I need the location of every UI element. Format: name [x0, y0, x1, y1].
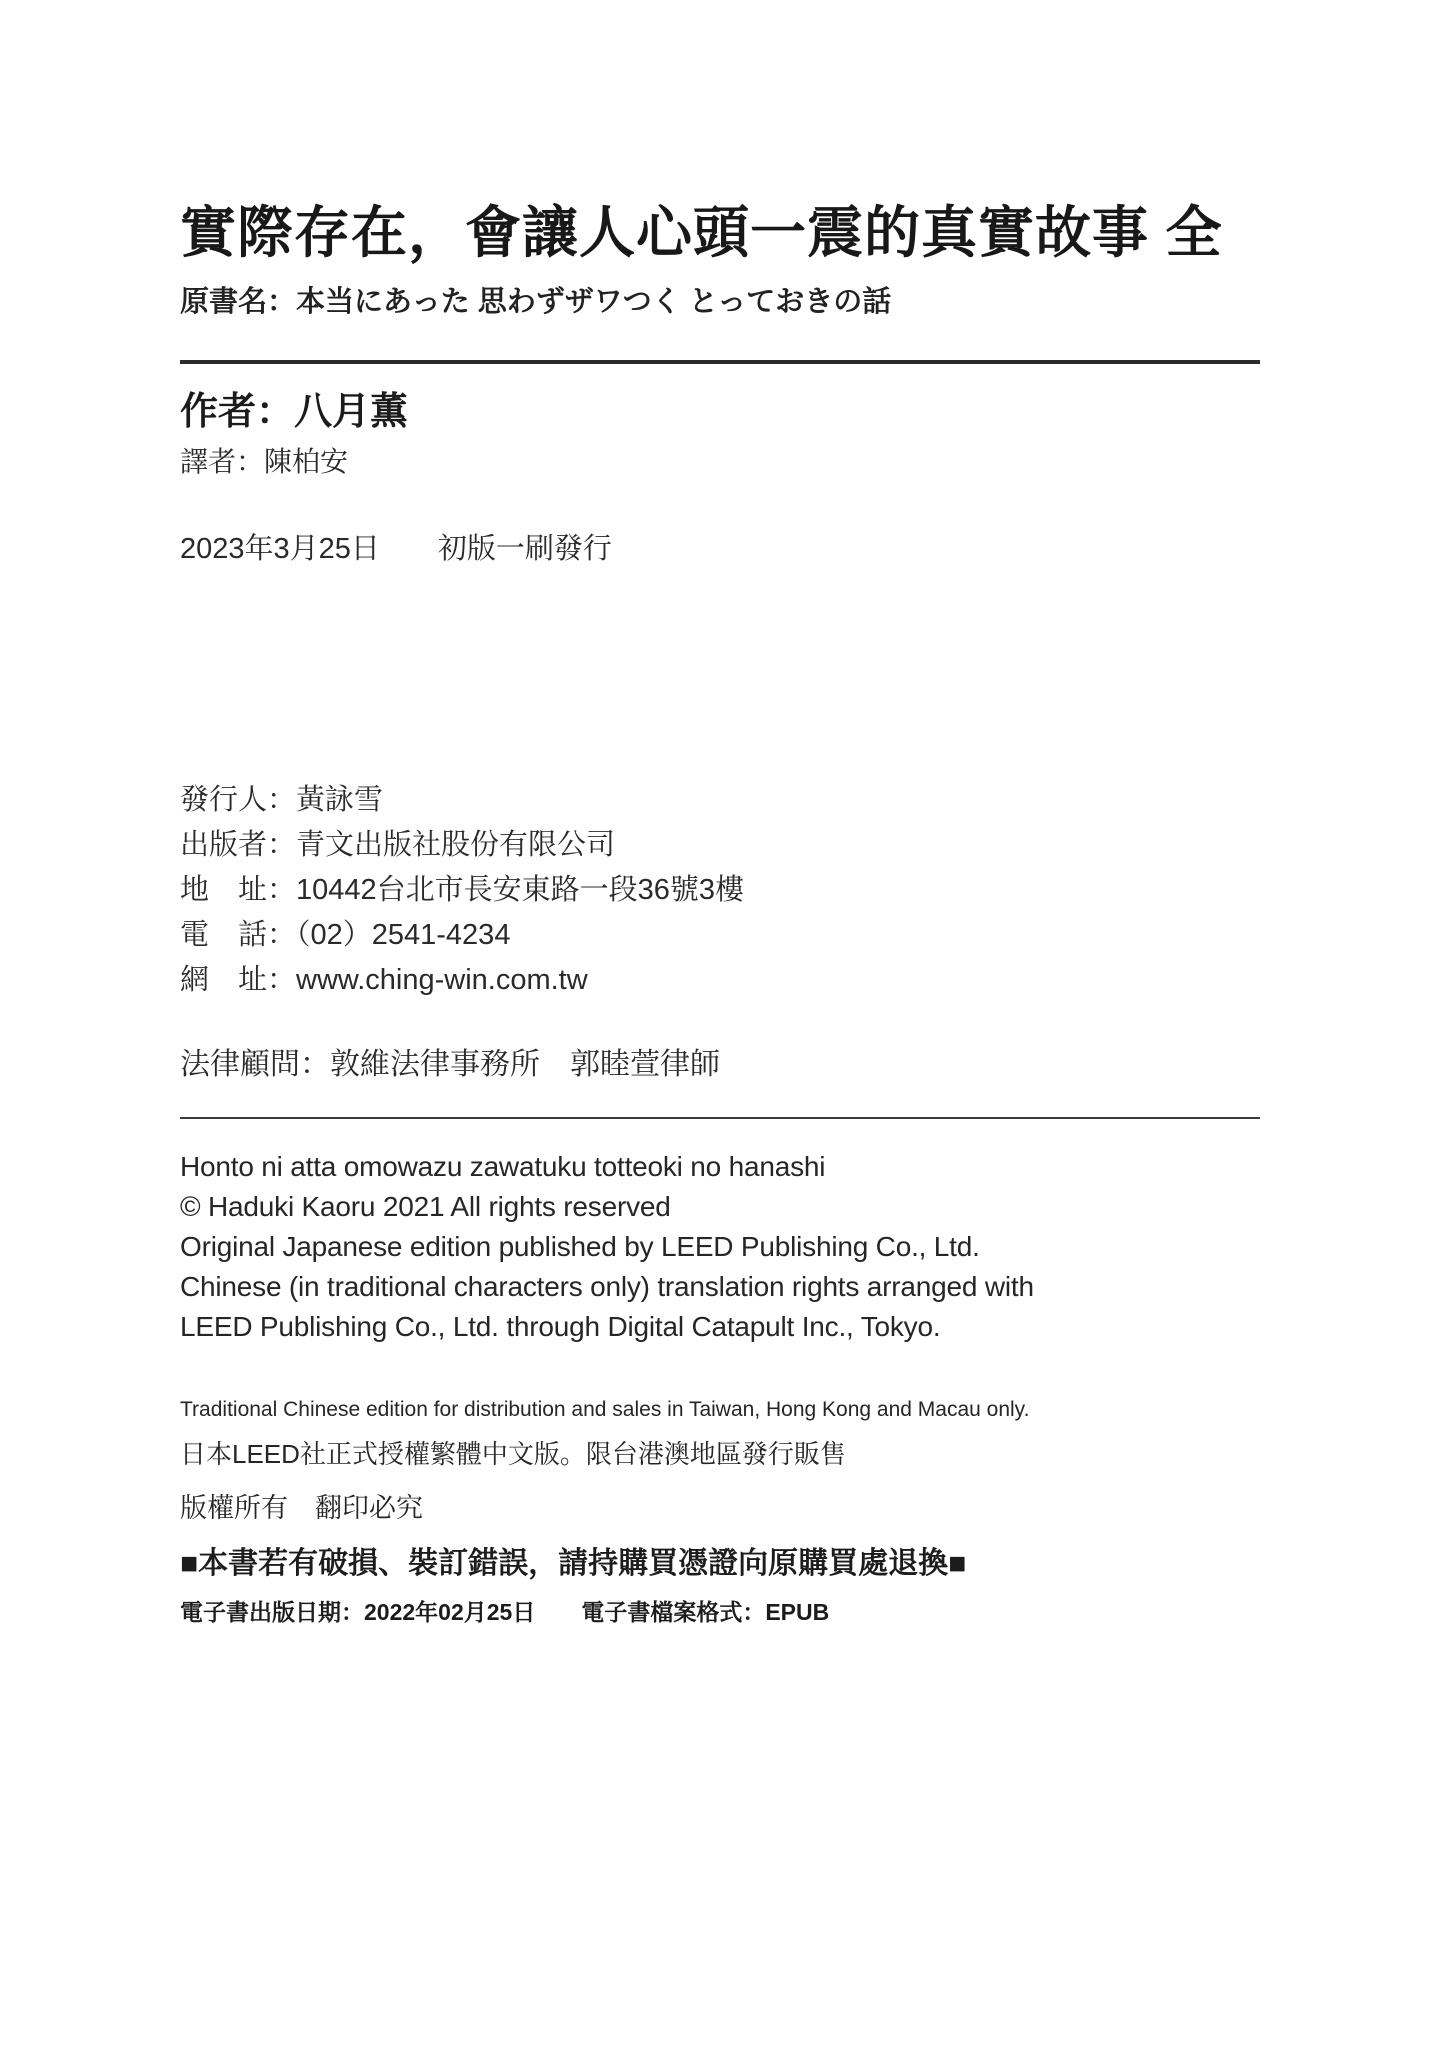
- distribution-notice-en: Traditional Chinese edition for distribution and sales in Taiwan, Hong Kong and Macau only.: [180, 1398, 1030, 1421]
- publisher-line-website: 網 址：www.ching-win.com.tw: [180, 964, 588, 996]
- distribution-notice-zh: 日本LEED社正式授權繁體中文版。限台港澳地區發行販售: [180, 1439, 846, 1469]
- publisher-line-issuer: 發行人：黃詠雪: [180, 784, 384, 816]
- copyright-line-original-edition: Original Japanese edition published by LEED Publishing Co., Ltd.: [180, 1231, 980, 1262]
- ebook-info-line: 電子書出版日期：2022年02月25日 電子書檔案格式：EPUB: [180, 1599, 830, 1625]
- divider-middle: [180, 1117, 1260, 1119]
- publisher-block: [180, 778, 1260, 1003]
- copyright-line-romaji: Honto ni atta omowazu zawatuku totteoki no hanashi: [180, 1151, 826, 1182]
- author-line: 作者：八月薫: [180, 391, 409, 433]
- copyright-block: [180, 1147, 1260, 1347]
- publisher-line-publisher: 出版者：青文出版社股份有限公司: [180, 829, 616, 861]
- copyright-line-through: LEED Publishing Co., Ltd. through Digital Catapult Inc., Tokyo.: [180, 1311, 941, 1342]
- original-title: 原書名：本当にあった 思わずザワつく とっておきの話: [180, 286, 892, 318]
- translator-line: 譯者：陳柏安: [180, 446, 349, 477]
- divider-top: [180, 360, 1260, 364]
- legal-advisor-line: 法律顧問：敦維法律事務所 郭睦萱律師: [180, 1048, 720, 1081]
- colophon-content: [180, 0, 1260, 1629]
- publisher-line-address: 地 址：10442台北市長安東路一段36號3樓: [180, 874, 745, 906]
- print-date-line: 2023年3月25日 初版一刷發行: [180, 533, 612, 565]
- rights-reserved-notice: 版權所有 翻印必究: [180, 1493, 423, 1523]
- publisher-line-phone: 電 話：（02）2541-4234: [180, 919, 511, 951]
- book-title: 實際存在，會讓人心頭一震的真實故事 全: [180, 201, 1223, 264]
- damaged-copy-return-notice: ■本書若有破損、裝訂錯誤，請持購買憑證向原購買處退換■: [180, 1547, 967, 1580]
- copyright-line-translation-rights: Chinese (in traditional characters only) translation rights arranged with: [180, 1271, 1034, 1302]
- copyright-line-rights: © Haduki Kaoru 2021 All rights reserved: [180, 1191, 671, 1222]
